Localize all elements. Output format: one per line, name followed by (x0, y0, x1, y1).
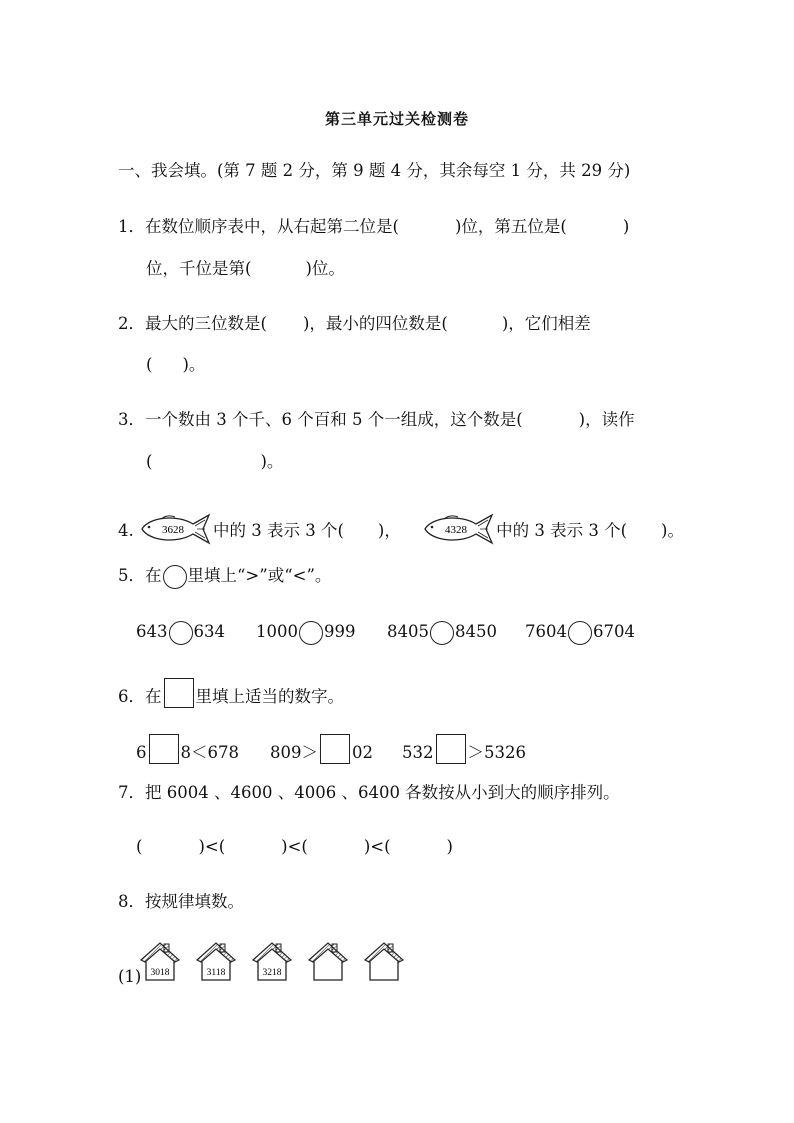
square-icon (164, 678, 194, 708)
compare-circle-2[interactable] (299, 621, 323, 645)
q7-lt-3: )<( (363, 837, 391, 856)
compare-circle-3[interactable] (430, 621, 454, 645)
q4-text-d: )。 (661, 521, 684, 540)
q2-text-e: )。 (182, 355, 206, 374)
page-title: 第三单元过关检测卷 (324, 110, 469, 128)
q5-left-2: 1000 (256, 622, 298, 641)
q2-text-b: )，最小的四位数是( (302, 314, 448, 333)
question-6 (118, 678, 344, 708)
q6-expr-3-left: 532 (402, 743, 434, 762)
q2-text-d: ( (146, 355, 153, 374)
question-3-line-1 (118, 409, 635, 431)
q2-text-c: )，它们相差 (501, 314, 591, 333)
q6-text-a: 6．在 (118, 687, 162, 706)
digit-box-2[interactable] (320, 734, 350, 764)
q6-expr-2-left: 809＞ (270, 743, 318, 762)
q5-left-3: 8405 (387, 622, 429, 641)
house-number: 3018 (150, 968, 170, 978)
question-3-line-2 (146, 451, 283, 473)
q4-text-a: 中的 3 表示 3 个( (213, 521, 344, 540)
q1-text-b: )位，第五位是( (454, 217, 567, 236)
house-icon[interactable] (364, 940, 404, 982)
q6-expr-1-right: 8＜678 (180, 743, 239, 762)
question-5 (118, 565, 331, 589)
question-1-line-1 (118, 216, 629, 238)
section-heading: 一、我会填。(第 7 题 2 分，第 9 题 4 分，其余每空 1 分，共 29 分) (118, 161, 631, 180)
house-icon (140, 940, 180, 982)
q6-expr-2-right: 02 (352, 743, 373, 762)
fish-1-number: 3628 (162, 524, 184, 536)
q1-text-d: 位，千位是第( (146, 259, 252, 278)
q6-expr-1 (136, 734, 239, 764)
q3-text-c: ( (146, 452, 153, 471)
compare-circle-1[interactable] (169, 621, 193, 645)
question-1-line-2 (146, 258, 345, 280)
q6-expr-3-right: ＞5326 (467, 743, 526, 762)
q4-text-b: )， (377, 521, 401, 540)
fish-icon-2 (422, 512, 496, 546)
q5-right-1: 634 (193, 622, 225, 641)
q7-lt-2: )<( (281, 837, 308, 856)
question-4 (118, 512, 684, 546)
digit-box-3[interactable] (436, 734, 466, 764)
compare-circle-4[interactable] (568, 621, 592, 645)
q7-close: ) (446, 837, 453, 856)
q5-pair-2 (256, 621, 356, 645)
digit-box-1[interactable] (149, 734, 179, 764)
q5-right-2: 999 (324, 622, 356, 641)
question-8: 8．按规律填数。 (118, 892, 244, 911)
house-number: 3218 (262, 968, 282, 978)
q8-part-label: (1) (118, 967, 142, 986)
q7-open: ( (136, 837, 143, 856)
q3-text-b: )，读作 (578, 410, 635, 429)
q2-text-a: 2．最大的三位数是( (118, 314, 267, 333)
house-icon[interactable] (308, 940, 348, 982)
q5-text-a: 5．在 (118, 566, 162, 585)
q7-order-row (136, 837, 453, 856)
q5-right-4: 6704 (593, 622, 635, 641)
circle-icon (163, 565, 187, 589)
fish-2-number: 4328 (445, 524, 468, 536)
question-2-line-2 (146, 354, 205, 376)
q5-left-1: 643 (136, 622, 168, 641)
q3-text-d: )。 (260, 452, 284, 471)
question-2-line-1 (118, 313, 591, 335)
q6-expr-3 (402, 734, 526, 764)
q5-pair-1 (136, 621, 225, 645)
q1-text-c: ) (622, 217, 630, 236)
q5-right-3: 8450 (455, 622, 497, 641)
house-icon (196, 940, 236, 982)
q5-text-b: 里填上“>”或“<”。 (187, 566, 332, 585)
q1-text-a: 1．在数位顺序表中，从右起第二位是( (118, 217, 399, 236)
q6-expr-2 (270, 734, 373, 764)
q4-text-c: 中的 3 表示 3 个( (496, 521, 628, 540)
house-number: 3118 (206, 968, 226, 978)
question-7: 7．把 6004 、4600 、4006 、6400 各数按从小到大的顺序排列。 (118, 783, 620, 802)
q6-expr-1-left: 6 (136, 743, 147, 762)
q5-pair-4 (525, 621, 635, 645)
fish-icon-1 (139, 512, 213, 546)
house-icon (252, 940, 292, 982)
q5-left-4: 7604 (525, 622, 567, 641)
q5-pair-3 (387, 621, 497, 645)
q4-number: 4. (118, 521, 134, 540)
q3-text-a: 3．一个数由 3 个千、6 个百和 5 个一组成，这个数是( (118, 410, 523, 429)
q1-text-e: )位。 (305, 259, 345, 278)
q6-text-b: 里填上适当的数字。 (195, 687, 344, 706)
q7-lt-1: )<( (198, 837, 226, 856)
